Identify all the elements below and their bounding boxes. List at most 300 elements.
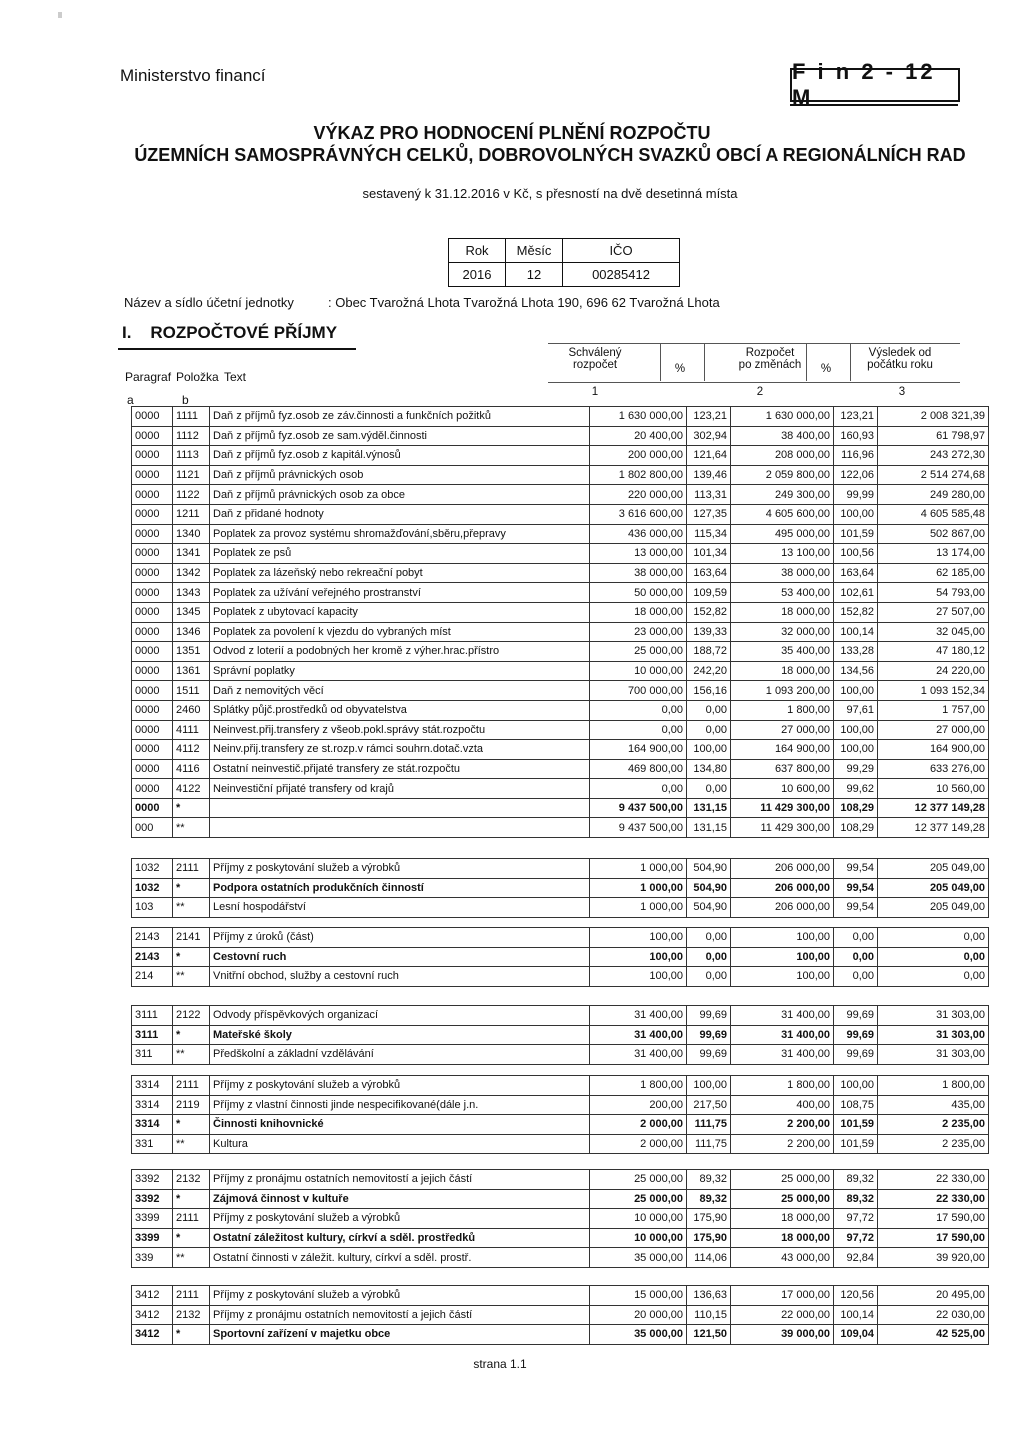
approved-pct-cell: 100,00 [687,1076,731,1096]
paragraf-cell: 3111 [132,1006,173,1026]
text-cell: Příjmy z pronájmu ostatních nemovitostí a jejich částí [210,1170,590,1190]
result-cell: 32 045,00 [878,622,989,642]
paragraf-cell: 3412 [132,1305,173,1325]
result-cell: 2 514 274,68 [878,465,989,485]
text-cell: Ostatní neinvestič.přijaté transfery ze stát.rozpočtu [210,759,590,779]
polozka-cell: * [173,1325,210,1345]
polozka-cell: 1342 [173,563,210,583]
approved-budget-cell: 13 000,00 [590,544,687,564]
table-row [132,1170,989,1190]
approved-budget-cell: 1 000,00 [590,898,687,918]
result-cell: 17 590,00 [878,1209,989,1229]
revised-pct-cell: 100,14 [834,1305,878,1325]
revised-budget-cell: 10 600,00 [731,779,834,799]
revised-budget-cell: 637 800,00 [731,759,834,779]
approved-budget-cell: 436 000,00 [590,524,687,544]
text-cell [210,818,590,838]
table-row [132,1006,989,1026]
table-row [132,1209,989,1229]
polozka-cell: 1345 [173,602,210,622]
approved-pct-cell: 134,80 [687,759,731,779]
revised-pct-cell: 163,64 [834,563,878,583]
table-row [132,485,989,505]
revised-budget-cell: 495 000,00 [731,524,834,544]
table-row [132,1025,989,1045]
polozka-cell: 2141 [173,928,210,948]
approved-budget-cell: 1 000,00 [590,878,687,898]
text-cell: Správní poplatky [210,661,590,681]
approved-budget-cell: 9 437 500,00 [590,798,687,818]
paragraf-cell: 3314 [132,1115,173,1135]
approved-pct-cell: 89,32 [687,1189,731,1209]
approved-pct-cell: 139,46 [687,465,731,485]
approved-budget-cell: 1 630 000,00 [590,407,687,427]
polozka-cell: ** [173,1045,210,1065]
col-schvaleny: Schválený rozpočet [568,347,622,371]
paragraf-cell: 0000 [132,563,173,583]
header-box [548,343,960,383]
polozka-cell: 2122 [173,1006,210,1026]
year-label: Rok [449,239,506,263]
text-cell: Mateřské školy [210,1025,590,1045]
table-row [132,661,989,681]
polozka-cell: * [173,1228,210,1248]
text-cell: Příjmy z pronájmu ostatních nemovitostí a jejich částí [210,1305,590,1325]
polozka-cell: 1346 [173,622,210,642]
revised-pct-cell: 99,69 [834,1025,878,1045]
paragraf-cell: 214 [132,967,173,987]
paragraf-cell: 2143 [132,947,173,967]
polozka-cell: 2460 [173,700,210,720]
approved-budget-cell: 220 000,00 [590,485,687,505]
col-number-2: 2 [756,386,764,398]
paragraf-cell: 3412 [132,1286,173,1306]
revised-budget-cell: 1 093 200,00 [731,681,834,701]
text-cell: Poplatek z ubytovací kapacity [210,602,590,622]
text-cell: Sportovní zařízení v majetku obce [210,1325,590,1345]
col-pct-2: % [820,363,832,375]
compiled-note: sestavený k 31.12.2016 v Kč, s přesností na dvě desetinná místa [362,186,738,201]
paragraf-cell: 3412 [132,1325,173,1345]
approved-budget-cell: 20 000,00 [590,1305,687,1325]
col-text: Text [224,370,247,384]
revised-pct-cell: 123,21 [834,407,878,427]
polozka-cell: 1340 [173,524,210,544]
revised-pct-cell: 0,00 [834,967,878,987]
table-row [132,426,989,446]
revised-pct-cell: 152,82 [834,602,878,622]
text-cell: Cestovní ruch [210,947,590,967]
polozka-cell: ** [173,1134,210,1154]
col-number-1: 1 [591,386,599,398]
approved-budget-cell: 0,00 [590,720,687,740]
revised-pct-cell: 99,54 [834,859,878,879]
paragraf-cell: 2143 [132,928,173,948]
result-cell: 22 030,00 [878,1305,989,1325]
approved-budget-cell: 25 000,00 [590,1170,687,1190]
table-row [132,1134,989,1154]
approved-budget-cell: 1 802 800,00 [590,465,687,485]
revised-budget-cell: 31 400,00 [731,1025,834,1045]
approved-pct-cell: 139,33 [687,622,731,642]
revised-pct-cell: 133,28 [834,642,878,662]
result-cell: 1 757,00 [878,700,989,720]
result-cell: 4 605 585,48 [878,504,989,524]
revised-budget-cell: 11 429 300,00 [731,798,834,818]
paragraf-cell: 0000 [132,446,173,466]
revised-pct-cell: 99,54 [834,878,878,898]
revised-pct-cell: 108,29 [834,798,878,818]
paragraf-cell: 0000 [132,583,173,603]
paragraf-cell: 3399 [132,1209,173,1229]
paragraf-cell: 0000 [132,465,173,485]
result-cell: 0,00 [878,928,989,948]
revised-pct-cell: 109,04 [834,1325,878,1345]
approved-pct-cell: 110,15 [687,1305,731,1325]
result-cell: 1 093 152,34 [878,681,989,701]
text-cell: Příjmy z poskytování služeb a výrobků [210,1076,590,1096]
approved-pct-cell: 99,69 [687,1025,731,1045]
table-row [132,947,989,967]
approved-pct-cell: 156,16 [687,681,731,701]
revised-budget-cell: 22 000,00 [731,1305,834,1325]
text-cell: Poplatek za užívání veřejného prostranství [210,583,590,603]
revised-budget-cell: 25 000,00 [731,1189,834,1209]
text-cell: Poplatek za povolení k vjezdu do vybraných míst [210,622,590,642]
col-a: a [127,393,134,407]
text-cell: Kultura [210,1134,590,1154]
ico-label: IČO [563,239,680,263]
ico-value: 00285412 [563,263,680,287]
paragraf-cell: 0000 [132,740,173,760]
polozka-cell: 2119 [173,1095,210,1115]
approved-budget-cell: 10 000,00 [590,1228,687,1248]
polozka-cell: 2132 [173,1305,210,1325]
report-title-line1: VÝKAZ PRO HODNOCENÍ PLNĚNÍ ROZPOČTU [313,123,711,143]
table-row [132,407,989,427]
table-row [132,446,989,466]
revised-budget-cell: 100,00 [731,947,834,967]
polozka-cell: 1211 [173,504,210,524]
approved-pct-cell: 0,00 [687,947,731,967]
approved-budget-cell: 31 400,00 [590,1045,687,1065]
table-row [132,544,989,564]
text-cell: Neinv.přij.transfery ze st.rozp.v rámci souhrn.dotač.vzta [210,740,590,760]
approved-pct-cell: 0,00 [687,700,731,720]
revised-budget-cell: 208 000,00 [731,446,834,466]
text-cell [210,798,590,818]
text-cell: Poplatek za lázeňský nebo rekreační pobyt [210,563,590,583]
text-cell: Lesní hospodářství [210,898,590,918]
form-code: F i n 2 - 12 M [790,68,960,102]
text-cell: Vnitřní obchod, služby a cestovní ruch [210,967,590,987]
approved-budget-cell: 0,00 [590,779,687,799]
header-divider [660,343,661,381]
polozka-cell: 4112 [173,740,210,760]
polozka-cell: * [173,1115,210,1135]
table-row [132,898,989,918]
paragraf-cell: 0000 [132,504,173,524]
paragraf-cell: 3314 [132,1076,173,1096]
table-row [132,1248,989,1268]
polozka-cell: 1351 [173,642,210,662]
polozka-cell: * [173,1025,210,1045]
table-row [132,1286,989,1306]
revised-pct-cell: 102,61 [834,583,878,603]
table-row [132,859,989,879]
revised-pct-cell: 101,59 [834,1134,878,1154]
paragraf-cell: 0000 [132,622,173,642]
approved-budget-cell: 23 000,00 [590,622,687,642]
approved-pct-cell: 152,82 [687,602,731,622]
revised-pct-cell: 108,29 [834,818,878,838]
table-row [132,1045,989,1065]
revised-pct-cell: 108,75 [834,1095,878,1115]
table-row [132,818,989,838]
revised-budget-cell: 206 000,00 [731,878,834,898]
approved-budget-cell: 35 000,00 [590,1248,687,1268]
revised-budget-cell: 38 400,00 [731,426,834,446]
revised-pct-cell: 0,00 [834,947,878,967]
result-cell: 39 920,00 [878,1248,989,1268]
text-cell: Příjmy z poskytování služeb a výrobků [210,1286,590,1306]
paragraf-cell: 331 [132,1134,173,1154]
approved-pct-cell: 175,90 [687,1228,731,1248]
result-cell: 31 303,00 [878,1045,989,1065]
paragraf-cell: 0000 [132,602,173,622]
approved-budget-cell: 50 000,00 [590,583,687,603]
revised-pct-cell: 100,00 [834,720,878,740]
table-row [132,779,989,799]
identification-table [448,238,680,287]
header-divider [806,343,807,381]
polozka-cell: 4116 [173,759,210,779]
paragraf-cell: 103 [132,898,173,918]
paragraf-cell: 0000 [132,485,173,505]
approved-pct-cell: 113,31 [687,485,731,505]
approved-pct-cell: 121,50 [687,1325,731,1345]
text-cell: Daň z nemovitých věcí [210,681,590,701]
approved-pct-cell: 0,00 [687,928,731,948]
approved-budget-cell: 164 900,00 [590,740,687,760]
result-cell: 205 049,00 [878,898,989,918]
polozka-cell: 2132 [173,1170,210,1190]
revised-budget-cell: 100,00 [731,928,834,948]
text-cell: Ostatní činnosti v záležit. kultury, církví a sděl. prostř. [210,1248,590,1268]
section-title: I. ROZPOČTOVÉ PŘÍJMY [122,323,338,342]
approved-budget-cell: 9 437 500,00 [590,818,687,838]
result-cell: 249 280,00 [878,485,989,505]
approved-budget-cell: 700 000,00 [590,681,687,701]
paragraf-cell: 3111 [132,1025,173,1045]
polozka-cell: ** [173,1248,210,1268]
polozka-cell: * [173,798,210,818]
revised-budget-cell: 100,00 [731,967,834,987]
paragraf-cell: 0000 [132,720,173,740]
month-value: 12 [506,263,563,287]
revised-pct-cell: 92,84 [834,1248,878,1268]
result-cell: 31 303,00 [878,1006,989,1026]
year-value: 2016 [449,263,506,287]
approved-pct-cell: 111,75 [687,1134,731,1154]
result-cell: 22 330,00 [878,1189,989,1209]
result-cell: 24 220,00 [878,661,989,681]
revised-budget-cell: 18 000,00 [731,1209,834,1229]
approved-budget-cell: 18 000,00 [590,602,687,622]
polozka-cell: 1113 [173,446,210,466]
revised-budget-cell: 43 000,00 [731,1248,834,1268]
revised-pct-cell: 99,29 [834,759,878,779]
polozka-cell: 1111 [173,407,210,427]
table-row [132,1095,989,1115]
revenue-group [131,406,989,838]
ministry-name: Ministerstvo financí [120,66,266,85]
result-cell: 42 525,00 [878,1325,989,1345]
revised-pct-cell: 100,00 [834,681,878,701]
revised-pct-cell: 100,14 [834,622,878,642]
approved-pct-cell: 175,90 [687,1209,731,1229]
result-cell: 205 049,00 [878,878,989,898]
report-title-line2: ÚZEMNÍCH SAMOSPRÁVNÝCH CELKŮ, DOBROVOLNÝCH SVAZKŮ OBCÍ A REGIONÁLNÍCH RAD [134,145,966,165]
revised-pct-cell: 97,72 [834,1228,878,1248]
result-cell: 2 008 321,39 [878,407,989,427]
polozka-cell: * [173,878,210,898]
approved-pct-cell: 0,00 [687,967,731,987]
text-cell: Daň z přidané hodnoty [210,504,590,524]
table-row [132,642,989,662]
revised-budget-cell: 35 400,00 [731,642,834,662]
result-cell: 164 900,00 [878,740,989,760]
revised-budget-cell: 2 200,00 [731,1115,834,1135]
text-cell: Neinvest.přij.transfery z všeob.pokl.správy stát.rozpočtu [210,720,590,740]
result-cell: 27 507,00 [878,602,989,622]
result-cell: 22 330,00 [878,1170,989,1190]
approved-budget-cell: 200,00 [590,1095,687,1115]
revised-pct-cell: 160,93 [834,426,878,446]
polozka-cell: 2111 [173,1076,210,1096]
result-cell: 243 272,30 [878,446,989,466]
revenue-group [131,858,989,918]
revised-budget-cell: 4 605 600,00 [731,504,834,524]
text-cell: Daň z příjmů fyz.osob ze záv.činnosti a funkčních požitků [210,407,590,427]
revised-budget-cell: 17 000,00 [731,1286,834,1306]
approved-pct-cell: 115,34 [687,524,731,544]
result-cell: 0,00 [878,947,989,967]
revised-pct-cell: 100,00 [834,740,878,760]
polozka-cell: ** [173,967,210,987]
revenue-group [131,1075,989,1154]
approved-pct-cell: 127,35 [687,504,731,524]
revised-budget-cell: 249 300,00 [731,485,834,505]
revised-budget-cell: 53 400,00 [731,583,834,603]
unit-label: Název a sídlo účetní jednotky [124,295,294,310]
result-cell: 633 276,00 [878,759,989,779]
approved-budget-cell: 100,00 [590,967,687,987]
table-row [132,563,989,583]
text-cell: Předškolní a základní vzdělávání [210,1045,590,1065]
result-cell: 205 049,00 [878,859,989,879]
revised-budget-cell: 1 630 000,00 [731,407,834,427]
revised-pct-cell: 89,32 [834,1189,878,1209]
approved-budget-cell: 1 800,00 [590,1076,687,1096]
paragraf-cell: 0000 [132,759,173,779]
revised-budget-cell: 32 000,00 [731,622,834,642]
approved-pct-cell: 131,15 [687,798,731,818]
text-cell: Příjmy z úroků (část) [210,928,590,948]
revised-pct-cell: 97,61 [834,700,878,720]
approved-pct-cell: 302,94 [687,426,731,446]
result-cell: 12 377 149,28 [878,798,989,818]
approved-budget-cell: 10 000,00 [590,1209,687,1229]
text-cell: Odvody příspěvkových organizací [210,1006,590,1026]
text-cell: Splátky půjč.prostředků od obyvatelstva [210,700,590,720]
approved-pct-cell: 131,15 [687,818,731,838]
polozka-cell: 1122 [173,485,210,505]
table-row [132,928,989,948]
result-cell: 2 235,00 [878,1134,989,1154]
paragraf-cell: 3399 [132,1228,173,1248]
approved-budget-cell: 15 000,00 [590,1286,687,1306]
month-label: Měsíc [506,239,563,263]
col-b: b [182,393,189,407]
form-code-underline [790,104,958,106]
approved-budget-cell: 20 400,00 [590,426,687,446]
paragraf-cell: 0000 [132,661,173,681]
paragraf-cell: 0000 [132,642,173,662]
polozka-cell: 2111 [173,1209,210,1229]
revised-budget-cell: 18 000,00 [731,602,834,622]
approved-pct-cell: 504,90 [687,859,731,879]
revised-budget-cell: 206 000,00 [731,859,834,879]
col-number-3: 3 [898,386,906,398]
text-cell: Neinvestiční přijaté transfery od krajů [210,779,590,799]
table-row [132,878,989,898]
table-row [132,720,989,740]
table-row [132,583,989,603]
revised-pct-cell: 99,62 [834,779,878,799]
table-row [132,1115,989,1135]
text-cell: Zájmová činnost v kultuře [210,1189,590,1209]
paragraf-cell: 0000 [132,798,173,818]
table-row [132,798,989,818]
revised-budget-cell: 38 000,00 [731,563,834,583]
approved-pct-cell: 242,20 [687,661,731,681]
revised-budget-cell: 18 000,00 [731,1228,834,1248]
approved-pct-cell: 504,90 [687,878,731,898]
paragraf-cell: 3314 [132,1095,173,1115]
paragraf-cell: 0000 [132,524,173,544]
revised-pct-cell: 100,56 [834,544,878,564]
table-row [132,1228,989,1248]
approved-budget-cell: 2 000,00 [590,1134,687,1154]
table-row [132,602,989,622]
revised-budget-cell: 31 400,00 [731,1006,834,1026]
revised-pct-cell: 100,00 [834,1076,878,1096]
approved-budget-cell: 31 400,00 [590,1025,687,1045]
paragraf-cell: 0000 [132,681,173,701]
revised-pct-cell: 99,54 [834,898,878,918]
col-vysledek: Výsledek od počátku roku [867,347,933,371]
revised-pct-cell: 122,06 [834,465,878,485]
paragraf-cell: 0000 [132,426,173,446]
revenue-group [131,1169,989,1268]
revised-budget-cell: 31 400,00 [731,1045,834,1065]
approved-budget-cell: 100,00 [590,928,687,948]
polozka-cell: 1361 [173,661,210,681]
col-polozka: Položka [176,370,219,384]
result-cell: 17 590,00 [878,1228,989,1248]
revised-budget-cell: 1 800,00 [731,1076,834,1096]
